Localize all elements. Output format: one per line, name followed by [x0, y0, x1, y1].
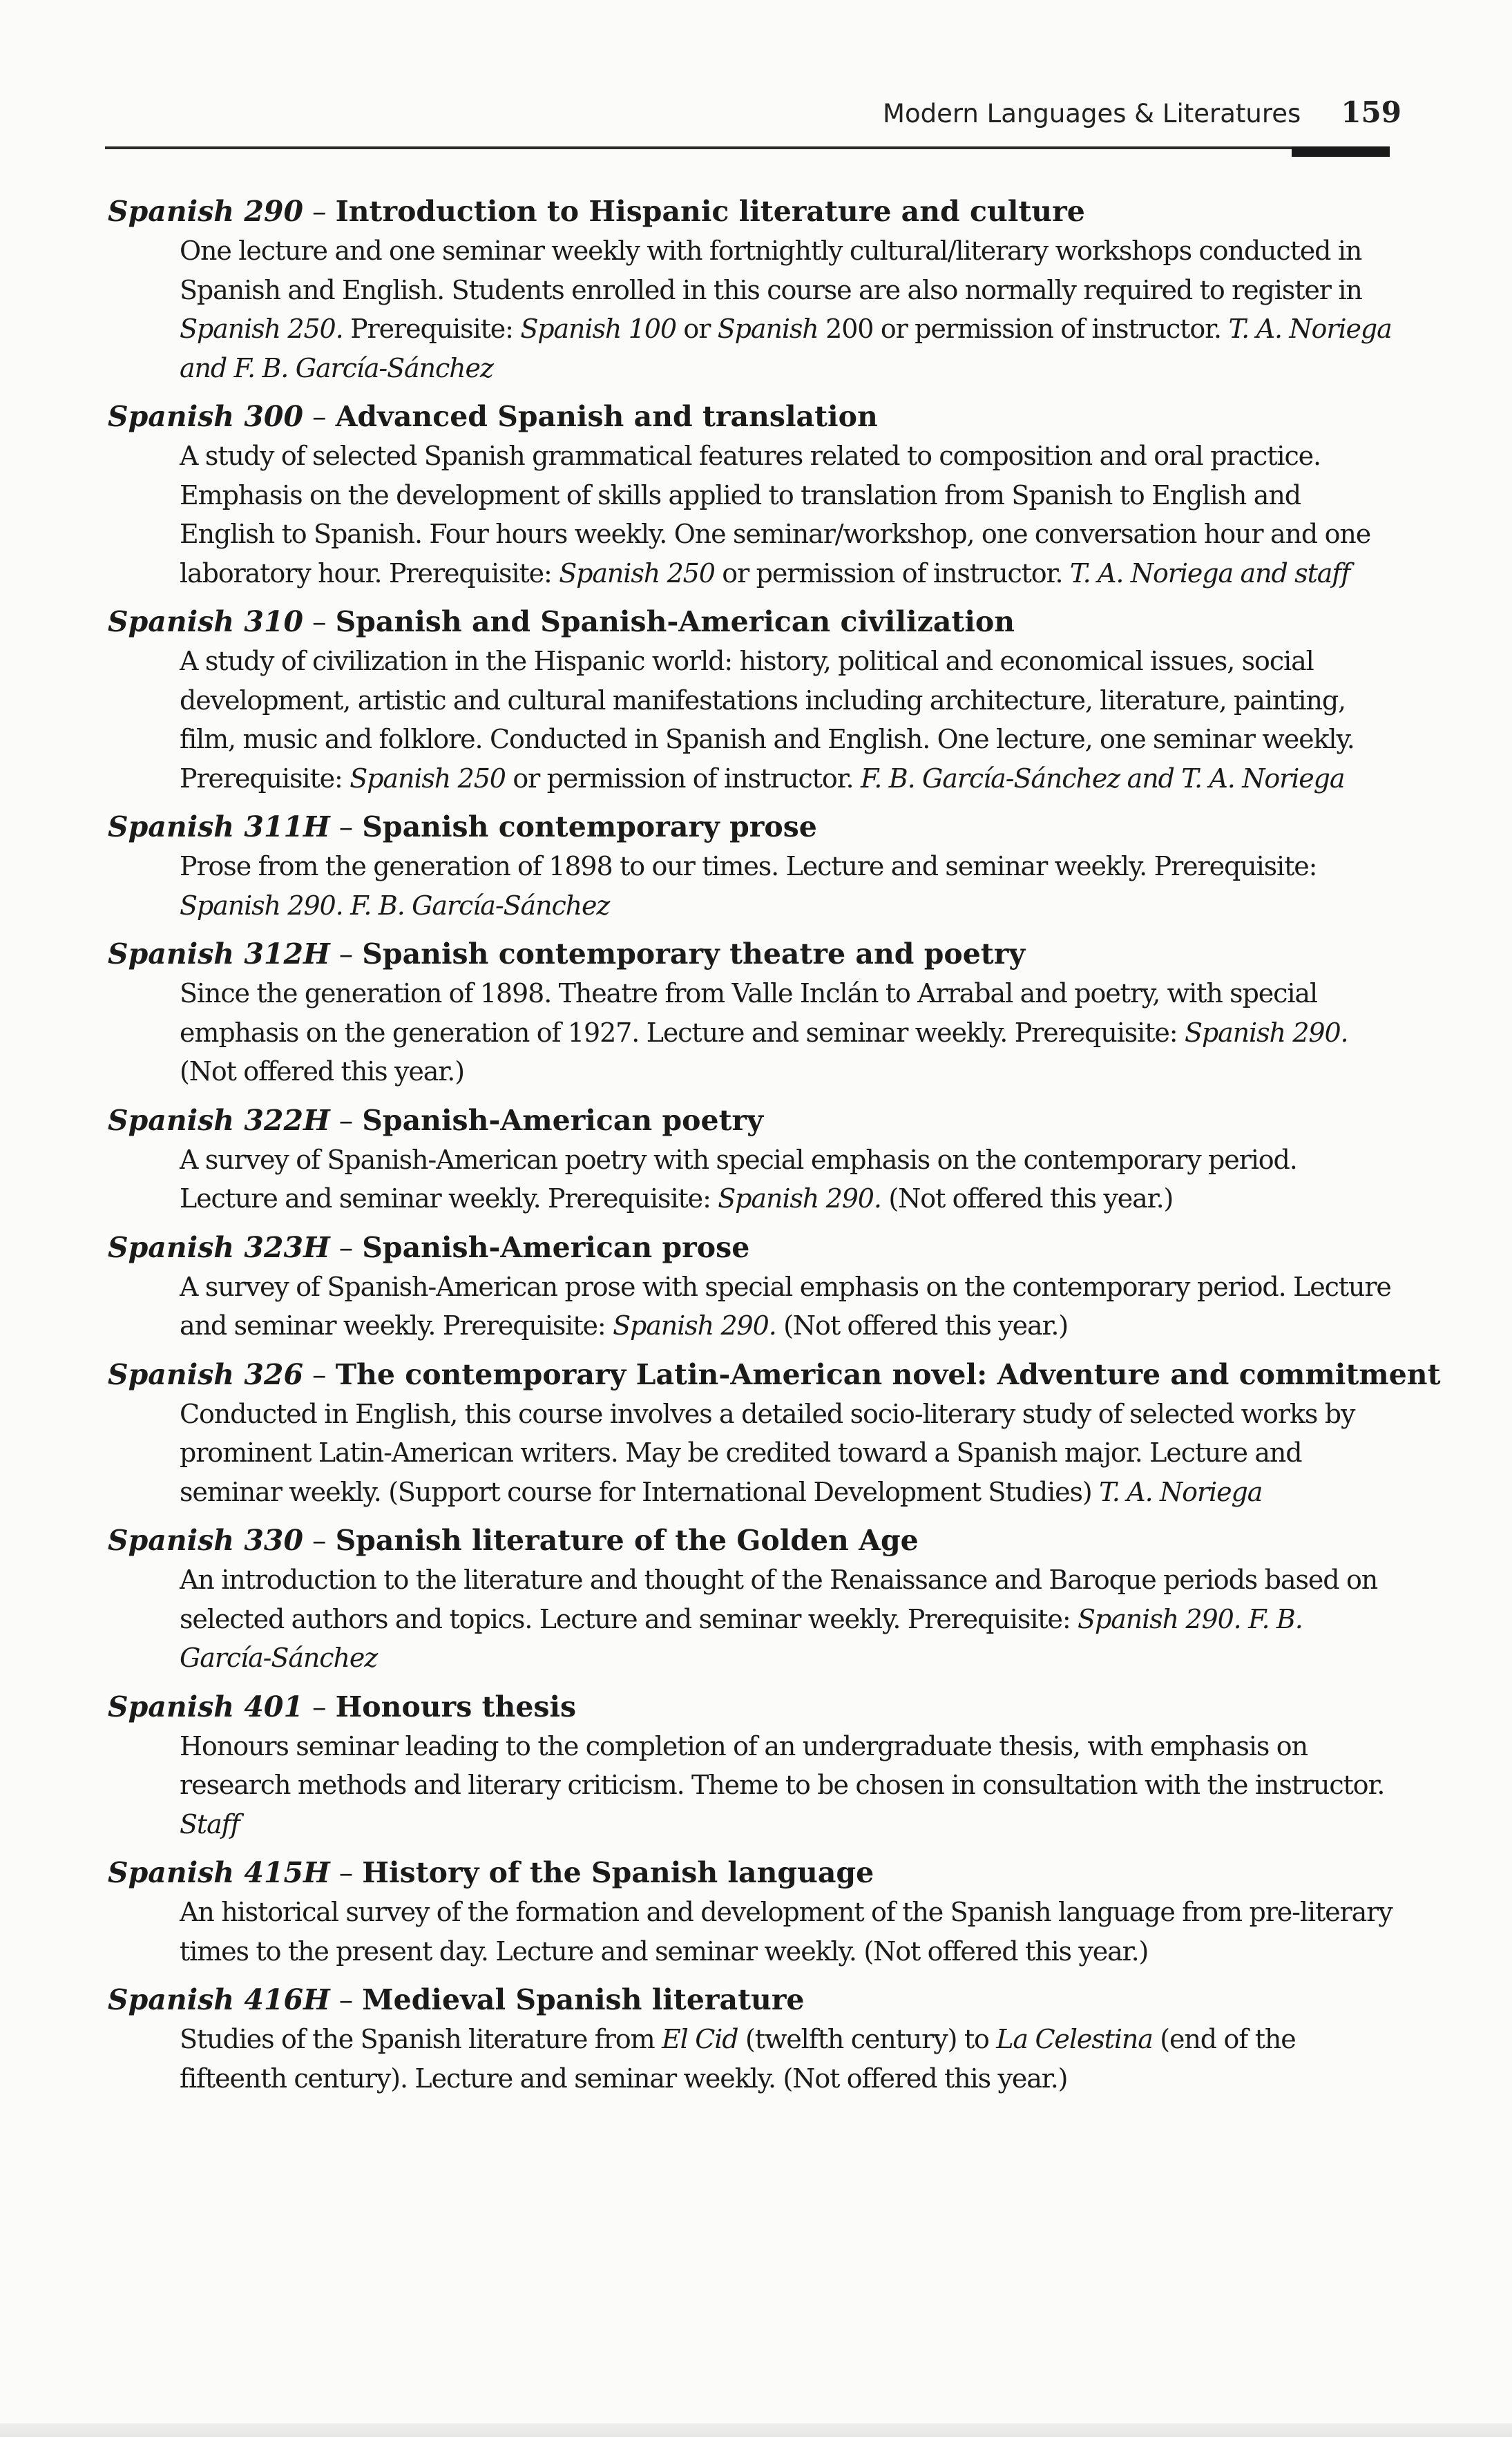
description-italic-text: El Cid — [662, 2024, 738, 2054]
course-heading — [108, 1980, 1393, 2020]
course-heading — [108, 1853, 1393, 1893]
course-separator: – — [303, 605, 336, 638]
course-entry — [108, 807, 1393, 925]
course-code: Spanish 326 — [108, 1357, 303, 1391]
course-entry — [108, 192, 1393, 388]
course-separator: – — [303, 400, 336, 433]
course-title: Introduction to Hispanic literature and culture — [335, 195, 1085, 228]
description-text: or — [676, 314, 718, 344]
course-list — [108, 192, 1441, 2108]
course-separator: – — [303, 1357, 336, 1391]
description-italic-text: Spanish 290. — [613, 1310, 776, 1341]
course-entry — [108, 1355, 1441, 1512]
course-code: Spanish 312H — [108, 937, 330, 971]
course-heading — [108, 397, 1393, 437]
course-title: Spanish-American poetry — [362, 1103, 763, 1137]
course-entry — [108, 935, 1393, 1091]
description-italic-text: T. A. Noriega and F. B. García-Sánchez — [180, 314, 1392, 383]
course-separator: – — [329, 937, 363, 971]
course-entry — [108, 397, 1393, 593]
course-description — [180, 1268, 1393, 1346]
course-description — [180, 2020, 1393, 2098]
description-italic-text: La Celestina — [996, 2024, 1153, 2054]
course-code: Spanish 310 — [108, 605, 303, 638]
course-heading — [108, 1101, 1393, 1140]
course-code: Spanish 415H — [108, 1856, 330, 1889]
course-heading — [108, 1688, 1393, 1727]
course-heading — [108, 1355, 1441, 1395]
course-description — [180, 1395, 1393, 1512]
course-code: Spanish 323H — [108, 1230, 330, 1264]
course-separator: – — [329, 1230, 363, 1264]
description-text: Prose from the generation of 1898 to our times. Lecture and seminar weekly. Prerequisite: — [180, 851, 1317, 881]
course-code: Spanish 290 — [108, 195, 303, 228]
course-entry — [108, 1101, 1393, 1218]
course-description — [180, 437, 1393, 593]
running-head — [883, 95, 1401, 129]
description-text: (Not offered this year.) — [881, 1183, 1174, 1214]
course-entry — [108, 1853, 1393, 1971]
description-text: An historical survey of the formation and development of the Spanish language from pre-literary times to the present day. Lecture and seminar weekly. (Not offered this year.) — [180, 1897, 1393, 1967]
course-description — [180, 974, 1393, 1091]
description-text: (twelfth century) to — [738, 2024, 997, 2054]
course-heading — [108, 935, 1393, 974]
course-description — [180, 231, 1393, 388]
course-code: Spanish 416H — [108, 1983, 330, 2016]
description-italic-text: T. A. Noriega — [1099, 1476, 1263, 1507]
description-text: Conducted in English, this course involves a detailed socio-literary study of selected works by prominent Latin-American writers. May be credited toward a Spanish major. Lecture and seminar weekly. (Support course for International Development Studies) — [180, 1398, 1355, 1507]
course-heading — [108, 1521, 1393, 1560]
description-text: A study of civilization in the Hispanic world: history, political and economical issues, social development, artistic and cultural manifestations including architecture, literature, painting, film, music and folklore. Conducted in Spanish and English. One lecture, one seminar weekly. Prerequisite: — [180, 646, 1355, 794]
description-italic-text: Spanish — [717, 314, 819, 344]
course-entry — [108, 1228, 1393, 1346]
course-title: Honours thesis — [335, 1690, 577, 1723]
course-code: Spanish 322H — [108, 1103, 330, 1137]
course-description — [180, 1727, 1393, 1844]
course-code: Spanish 330 — [108, 1524, 303, 1557]
course-description — [180, 847, 1393, 925]
description-italic-text: Spanish 100 — [520, 314, 676, 344]
course-description — [180, 1140, 1393, 1218]
course-heading — [108, 807, 1393, 847]
description-italic-text: Spanish 290. F. B. García-Sánchez — [180, 890, 610, 921]
course-title: Spanish contemporary theatre and poetry — [362, 937, 1026, 971]
course-title: Spanish-American prose — [362, 1230, 750, 1264]
course-separator: – — [303, 1690, 336, 1723]
page-number: 159 — [1341, 95, 1401, 129]
description-text: Since the generation of 1898. Theatre from Valle Inclán to Arrabal and poetry, with special emphasis on the generation of 1927. Lecture and seminar weekly. Prerequisite: — [180, 978, 1318, 1048]
description-text: (Not offered this year.) — [776, 1310, 1069, 1341]
description-italic-text: Spanish 250 — [559, 557, 715, 589]
course-description — [180, 1893, 1393, 1971]
course-separator: – — [329, 1856, 363, 1889]
description-italic-text: Staff — [180, 1808, 240, 1839]
description-text: A study of selected Spanish grammatical features related to composition and oral practice. Emphasis on the development of skills applied to translation from Spanish to English and English to Spanish. Four hours weekly. One seminar/workshop, one conversation hour and one laboratory hour. Prerequisite: — [180, 441, 1371, 589]
course-separator: – — [329, 1103, 363, 1137]
header-rule-tab — [1292, 146, 1390, 157]
course-entry — [108, 1521, 1393, 1678]
description-italic-text: Spanish 250. — [180, 314, 343, 344]
description-text: Prerequisite: — [343, 314, 521, 344]
description-text: (end of the fifteenth century). Lecture and seminar weekly. (Not offered this year.) — [180, 2024, 1296, 2094]
description-text: (Not offered this year.) — [180, 1056, 464, 1087]
course-entry — [108, 602, 1393, 798]
course-entry — [108, 1688, 1393, 1844]
course-heading — [108, 602, 1393, 642]
course-code: Spanish 311H — [108, 810, 330, 843]
description-italic-text: Spanish 290. — [718, 1183, 881, 1214]
description-text: A survey of Spanish-American poetry with special emphasis on the contemporary period. Lecture and seminar weekly. Prerequisite: — [180, 1144, 1297, 1214]
course-title: Spanish and Spanish-American civilization — [335, 605, 1015, 638]
running-title: Modern Languages & Literatures — [883, 99, 1301, 128]
header-rule — [105, 146, 1390, 149]
description-text: or permission of instructor. — [505, 763, 861, 794]
course-title: History of the Spanish language — [362, 1856, 874, 1889]
course-title: Medieval Spanish literature — [362, 1983, 805, 2016]
description-italic-text: Spanish 290. — [1184, 1017, 1348, 1048]
description-text: One lecture and one seminar weekly with fortnightly cultural/literary workshops conducted in Spanish and English. Students enrolled in this course are also normally required to register in — [180, 236, 1362, 305]
description-italic-text: Spanish 250 — [350, 763, 506, 794]
page-bottom-edge — [0, 2423, 1512, 2437]
course-separator: – — [303, 195, 336, 228]
description-text: An introduction to the literature and thought of the Renaissance and Baroque periods based on selected authors and topics. Lecture and seminar weekly. Prerequisite: — [180, 1565, 1378, 1634]
course-description — [180, 1560, 1393, 1678]
description-italic-text: T. A. Noriega and staff — [1069, 557, 1350, 589]
description-italic-text: F. B. García-Sánchez and T. A. Noriega — [860, 763, 1345, 794]
course-code: Spanish 401 — [108, 1690, 303, 1723]
description-text: Honours seminar leading to the completion of an undergraduate thesis, with emphasis on research methods and literary criticism. Theme to be chosen in consultation with the instructor. — [180, 1730, 1385, 1800]
description-text: or permission of instructor. — [714, 557, 1070, 589]
description-text: A survey of Spanish-American prose with special emphasis on the contemporary period. Lecture and seminar weekly. Prerequisite: — [180, 1271, 1391, 1341]
course-title: Spanish contemporary prose — [362, 810, 817, 843]
course-heading — [108, 1228, 1393, 1268]
description-italic-text: Spanish 290. F. B. García-Sánchez — [180, 1603, 1303, 1673]
course-separator: – — [329, 1983, 363, 2016]
course-separator: – — [303, 1524, 336, 1557]
course-heading — [108, 192, 1393, 231]
description-text: Studies of the Spanish literature from — [180, 2024, 662, 2054]
course-separator: – — [329, 810, 363, 843]
course-title: Spanish literature of the Golden Age — [335, 1524, 919, 1557]
course-description — [180, 642, 1393, 798]
course-title: Advanced Spanish and translation — [335, 400, 878, 433]
description-text: 200 or permission of instructor. — [818, 314, 1229, 344]
course-title: The contemporary Latin-American novel: Adventure and commitment — [335, 1357, 1441, 1391]
course-entry — [108, 1980, 1393, 2098]
course-code: Spanish 300 — [108, 400, 303, 433]
